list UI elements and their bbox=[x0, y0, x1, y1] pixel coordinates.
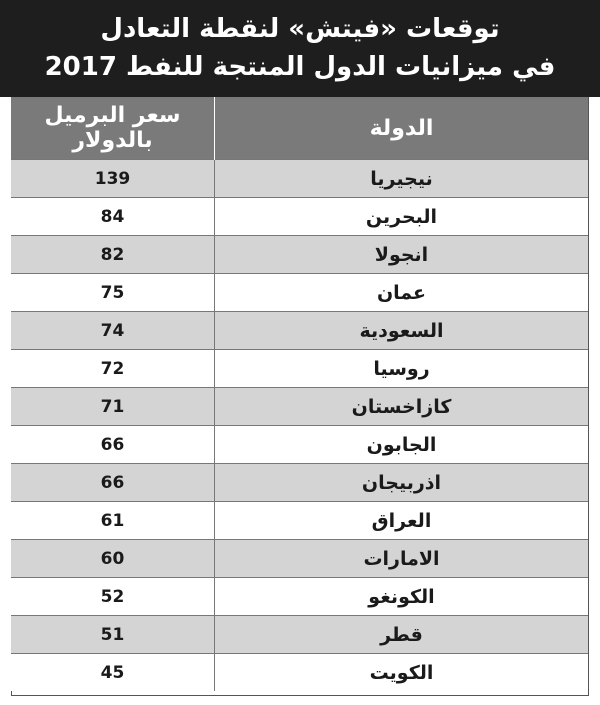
table-row bbox=[11, 464, 588, 502]
cell-country: السعودية bbox=[215, 312, 589, 350]
breakeven-table bbox=[11, 97, 588, 691]
cell-price: 71 bbox=[11, 388, 215, 426]
title-line-1: توقعات «فيتش» لنقطة التعادل bbox=[100, 14, 500, 44]
cell-country: عمان bbox=[215, 274, 589, 312]
cell-country: العراق bbox=[215, 502, 589, 540]
table-row bbox=[11, 388, 588, 426]
table-row bbox=[11, 502, 588, 540]
table-header-row bbox=[11, 97, 588, 160]
cell-price: 74 bbox=[11, 312, 215, 350]
cell-country: انجولا bbox=[215, 236, 589, 274]
cell-price: 72 bbox=[11, 350, 215, 388]
cell-price: 84 bbox=[11, 198, 215, 236]
table-body bbox=[11, 160, 588, 692]
cell-country: نيجيريا bbox=[215, 160, 589, 198]
column-header-price: سعر البرميل بالدولار bbox=[11, 97, 215, 160]
cell-price: 75 bbox=[11, 274, 215, 312]
title-line-2: في ميزانيات الدول المنتجة للنفط 2017 bbox=[44, 52, 556, 82]
cell-price: 60 bbox=[11, 540, 215, 578]
table-row bbox=[11, 236, 588, 274]
cell-price: 45 bbox=[11, 654, 215, 692]
table-row bbox=[11, 578, 588, 616]
cell-price: 139 bbox=[11, 160, 215, 198]
cell-price: 61 bbox=[11, 502, 215, 540]
table-row bbox=[11, 198, 588, 236]
cell-country: الكونغو bbox=[215, 578, 589, 616]
table-row bbox=[11, 274, 588, 312]
table-row bbox=[11, 654, 588, 692]
table-row bbox=[11, 160, 588, 198]
cell-country: الامارات bbox=[215, 540, 589, 578]
table-row bbox=[11, 426, 588, 464]
cell-price: 82 bbox=[11, 236, 215, 274]
table-row bbox=[11, 540, 588, 578]
cell-country: روسيا bbox=[215, 350, 589, 388]
cell-price: 51 bbox=[11, 616, 215, 654]
table-row bbox=[11, 312, 588, 350]
cell-country: الجابون bbox=[215, 426, 589, 464]
breakeven-table-wrapper bbox=[11, 97, 589, 696]
table-row bbox=[11, 350, 588, 388]
cell-price: 52 bbox=[11, 578, 215, 616]
cell-country: البحرين bbox=[215, 198, 589, 236]
title-banner bbox=[0, 0, 600, 97]
cell-price: 66 bbox=[11, 426, 215, 464]
cell-country: اذربيجان bbox=[215, 464, 589, 502]
cell-country: كازاخستان bbox=[215, 388, 589, 426]
cell-price: 66 bbox=[11, 464, 215, 502]
cell-country: الكويت bbox=[215, 654, 589, 692]
cell-country: قطر bbox=[215, 616, 589, 654]
table-row bbox=[11, 616, 588, 654]
column-header-country: الدولة bbox=[215, 97, 589, 160]
